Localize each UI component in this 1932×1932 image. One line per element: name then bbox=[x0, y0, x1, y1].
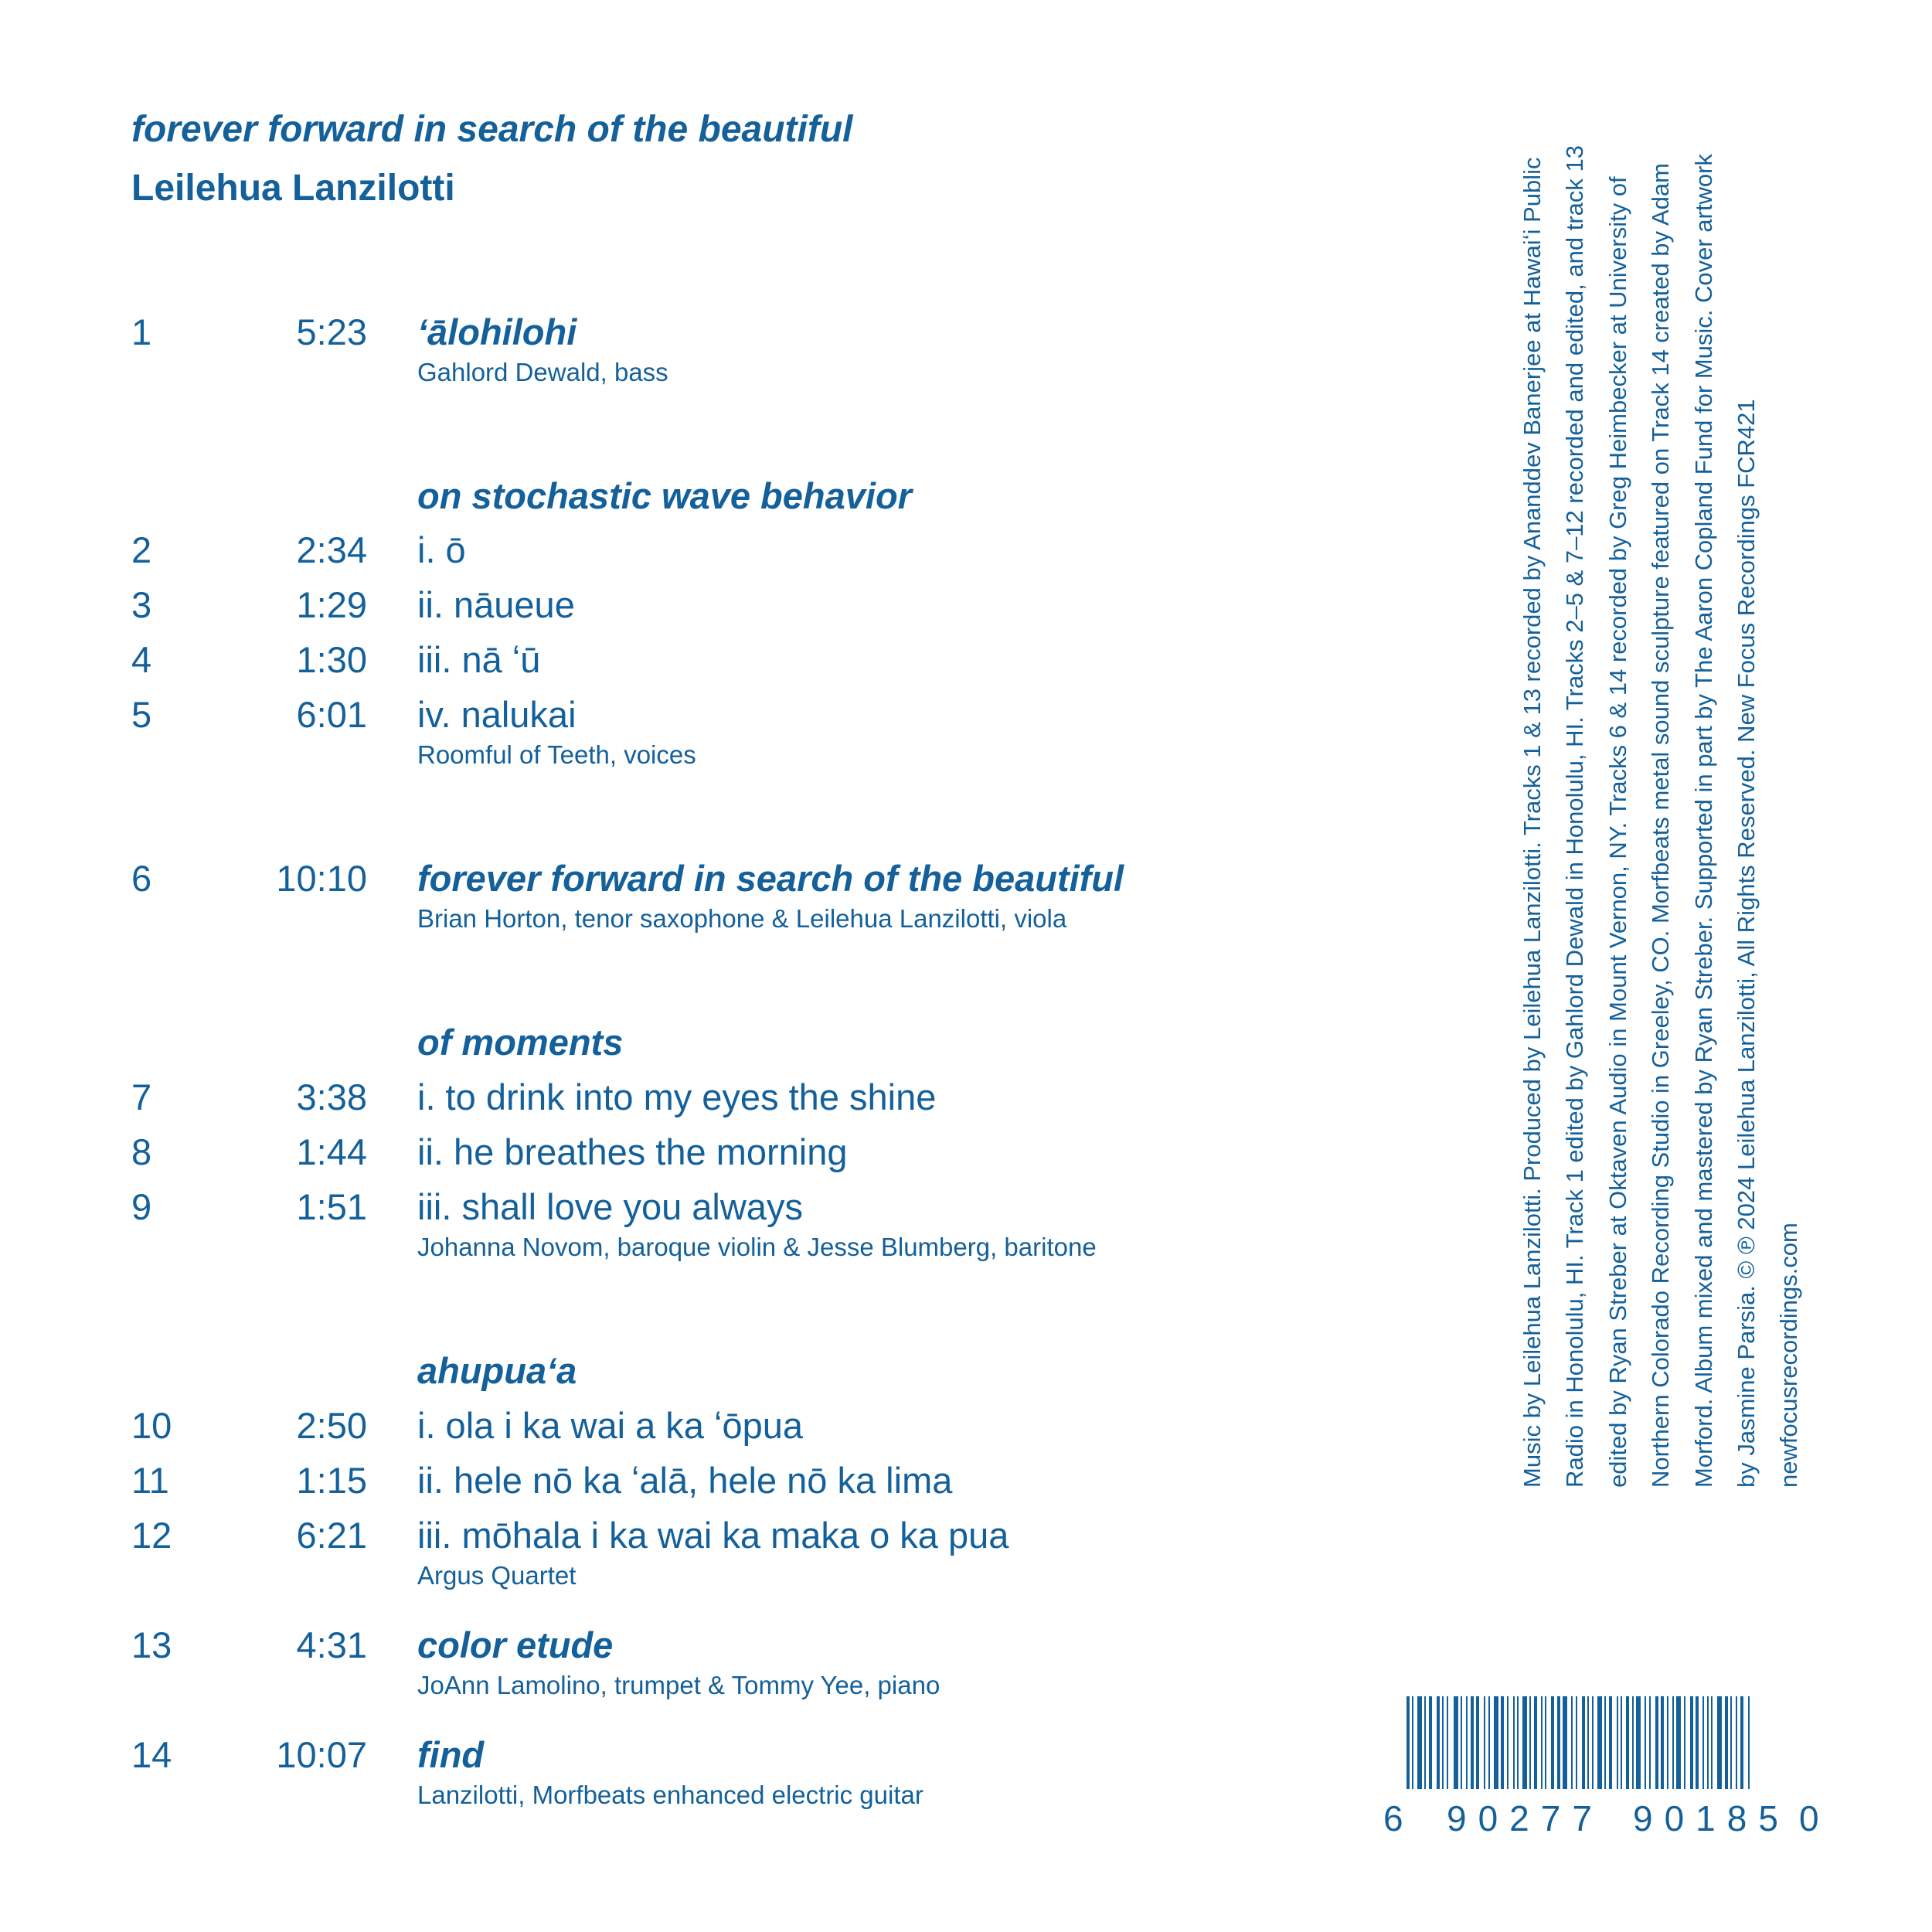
track-number: 9 bbox=[131, 1186, 152, 1227]
track-number: 10 bbox=[131, 1405, 172, 1446]
performer-credit: Johanna Novom, baroque violin & Jesse Blumberg, baritone bbox=[417, 1233, 1097, 1261]
track-row bbox=[0, 582, 1391, 628]
barcode-bar bbox=[1545, 1696, 1546, 1789]
track-number: 14 bbox=[131, 1734, 172, 1775]
barcode-bar bbox=[1725, 1696, 1728, 1789]
album-title: forever forward in search of the beautiful bbox=[131, 109, 853, 150]
track-row bbox=[0, 637, 1391, 683]
track-row bbox=[0, 1184, 1391, 1230]
barcode-bar bbox=[1471, 1696, 1474, 1789]
track-duration: 3:38 bbox=[296, 1077, 367, 1117]
track-row bbox=[0, 1622, 1391, 1668]
barcode-bar bbox=[1571, 1696, 1573, 1789]
credits-text: Music by Leilehua Lanzilotti. Produced by Leilehua Lanzilotti. Tracks 1 & 13 recorded by Ananddev Banerjee at Hawaiʻi Public Radio in Honolulu, HI. Track 1 edited by Gahlord Dewald in Honolulu, HI. Tracks 2–5 & 7–12 recorded and edited, and track 13 edited by Ryan Streber at Oktaven Audio in Mount Vernon, NY. Tracks 6 & 14 recorded by Greg Heimbecker at University of Northern Colorado Recording Studio in Greeley, CO. Morfbeats metal sound sculpture featured on Track 14 created by Adam Morford. Album mixed and mastered by Ryan Streber. Supported in part by The Aaron Copland Fund for Music. Cover artwork by Jasmine Parsia. © ℗ 2024 Leilehua Lanzilotti, All Rights Reserved. New Focus Recordings FCR421 newfocusrecordings.com bbox=[1519, 145, 1803, 1488]
barcode-bar bbox=[1740, 1696, 1743, 1789]
barcode-bar bbox=[1461, 1696, 1462, 1789]
work-title: ahupuaʻa bbox=[417, 1350, 577, 1391]
barcode-bar bbox=[1748, 1696, 1750, 1789]
track-title: iii. mōhala i ka wai ka maka o ka pua bbox=[417, 1515, 1009, 1556]
barcode-bar bbox=[1604, 1696, 1606, 1789]
track-title: color etude bbox=[417, 1624, 614, 1665]
track-title: iii. shall love you always bbox=[417, 1186, 803, 1227]
track-title: ʻālohilohi bbox=[417, 311, 577, 352]
barcode-bar bbox=[1501, 1696, 1504, 1789]
track-row bbox=[0, 1074, 1391, 1121]
track-number: 4 bbox=[131, 639, 152, 680]
track-row bbox=[0, 855, 1391, 902]
barcode-bar bbox=[1621, 1696, 1622, 1789]
barcode-bar bbox=[1488, 1696, 1490, 1789]
barcode-bar bbox=[1649, 1696, 1651, 1789]
barcode-bar bbox=[1412, 1696, 1413, 1789]
barcode-digits-left: 90277 bbox=[1447, 1798, 1604, 1838]
barcode bbox=[1406, 1696, 1801, 1789]
barcode-bar bbox=[1617, 1696, 1618, 1789]
track-duration: 1:15 bbox=[296, 1460, 367, 1501]
barcode-bar bbox=[1424, 1696, 1426, 1789]
barcode-bar bbox=[1667, 1696, 1668, 1789]
track-title: ii. nāueue bbox=[417, 584, 575, 625]
barcode-bar bbox=[1655, 1696, 1658, 1789]
track-duration: 1:30 bbox=[296, 639, 367, 680]
barcode-bar bbox=[1476, 1696, 1479, 1789]
barcode-bar bbox=[1717, 1696, 1722, 1789]
track-duration: 5:23 bbox=[296, 311, 367, 352]
track-duration: 6:01 bbox=[296, 694, 367, 735]
track-number: 11 bbox=[131, 1460, 169, 1501]
track-number: 5 bbox=[131, 694, 152, 735]
performer-credit: Brian Horton, tenor saxophone & Leilehua Lanzilotti, viola bbox=[417, 904, 1067, 933]
barcode-bar bbox=[1529, 1696, 1531, 1789]
track-row bbox=[0, 1129, 1391, 1175]
barcode-bar bbox=[1484, 1696, 1485, 1789]
barcode-bar bbox=[1702, 1696, 1704, 1789]
track-title: ii. hele nō ka ʻalā, hele nō ka lima bbox=[417, 1460, 953, 1501]
track-title: find bbox=[417, 1734, 485, 1775]
artist-name: Leilehua Lanzilotti bbox=[131, 168, 455, 209]
barcode-bar bbox=[1645, 1696, 1646, 1789]
barcode-bar bbox=[1672, 1696, 1674, 1789]
barcode-bar bbox=[1592, 1696, 1594, 1789]
track-title: i. ola i ka wai a ka ʻōpua bbox=[417, 1405, 804, 1446]
performer-credit: JoAnn Lamolino, trumpet & Tommy Yee, piano bbox=[417, 1671, 940, 1699]
barcode-bar bbox=[1517, 1696, 1519, 1789]
barcode-bar bbox=[1661, 1696, 1664, 1789]
barcode-bar bbox=[1609, 1696, 1612, 1789]
barcode-bar bbox=[1563, 1696, 1567, 1789]
track-duration: 2:34 bbox=[296, 529, 367, 570]
barcode-bar bbox=[1597, 1696, 1602, 1789]
barcode-bar bbox=[1576, 1696, 1577, 1789]
barcode-bar bbox=[1522, 1696, 1527, 1789]
barcode-bar bbox=[1429, 1696, 1432, 1789]
barcode-bar bbox=[1690, 1696, 1693, 1789]
track-duration: 1:51 bbox=[296, 1186, 367, 1227]
barcode-bar bbox=[1454, 1696, 1458, 1789]
barcode-bar bbox=[1437, 1696, 1440, 1789]
track-row bbox=[0, 1512, 1391, 1559]
track-title: i. to drink into my eyes the shine bbox=[417, 1077, 937, 1117]
track-row bbox=[0, 1403, 1391, 1449]
barcode-bar bbox=[1582, 1696, 1585, 1789]
barcode-digit-last: 0 bbox=[1799, 1798, 1819, 1838]
barcode-bar bbox=[1507, 1696, 1509, 1789]
barcode-bar bbox=[1406, 1696, 1410, 1789]
track-duration: 10:07 bbox=[276, 1734, 367, 1775]
barcode-bar bbox=[1442, 1696, 1444, 1789]
track-number: 6 bbox=[131, 858, 152, 899]
barcode-digits bbox=[1376, 1797, 1824, 1843]
barcode-bar bbox=[1541, 1696, 1543, 1789]
barcode-bar bbox=[1494, 1696, 1498, 1789]
work-title: on stochastic wave behavior bbox=[417, 475, 912, 516]
track-title: ii. he breathes the morning bbox=[417, 1131, 848, 1172]
barcode-bar bbox=[1707, 1696, 1709, 1789]
track-row bbox=[0, 1732, 1391, 1778]
barcode-bar bbox=[1632, 1696, 1634, 1789]
barcode-bar bbox=[1534, 1696, 1537, 1789]
track-number: 12 bbox=[131, 1515, 172, 1556]
barcode-bar bbox=[1711, 1696, 1713, 1789]
barcode-bar bbox=[1626, 1696, 1629, 1789]
barcode-bar bbox=[1684, 1696, 1685, 1789]
performer-credit: Lanzilotti, Morfbeats enhanced electric guitar bbox=[417, 1781, 923, 1809]
track-title: i. ō bbox=[417, 529, 466, 570]
barcode-bar bbox=[1730, 1696, 1732, 1789]
track-number: 13 bbox=[131, 1624, 172, 1665]
barcode-bar bbox=[1676, 1696, 1681, 1789]
track-number: 7 bbox=[131, 1077, 152, 1117]
performer-credit: Gahlord Dewald, bass bbox=[417, 358, 668, 386]
liner-credits bbox=[1511, 135, 1811, 1488]
track-title: forever forward in search of the beautiful bbox=[417, 858, 1124, 899]
barcode-bar bbox=[1696, 1696, 1699, 1789]
barcode-bar bbox=[1417, 1696, 1422, 1789]
track-number: 8 bbox=[131, 1131, 152, 1172]
track-row bbox=[0, 692, 1391, 738]
barcode-bar bbox=[1636, 1696, 1641, 1789]
track-duration: 1:29 bbox=[296, 584, 367, 625]
barcode-bar bbox=[1513, 1696, 1515, 1789]
track-row bbox=[0, 1458, 1391, 1504]
barcode-bar bbox=[1587, 1696, 1589, 1789]
work-title: of moments bbox=[417, 1022, 624, 1063]
barcode-digits-right: 90185 bbox=[1633, 1798, 1790, 1838]
track-number: 3 bbox=[131, 584, 152, 625]
track-row bbox=[0, 309, 1391, 355]
barcode-bar bbox=[1557, 1696, 1560, 1789]
track-duration: 10:10 bbox=[276, 858, 367, 899]
performer-credit: Roomful of Teeth, voices bbox=[417, 740, 696, 769]
track-duration: 2:50 bbox=[296, 1405, 367, 1446]
performer-credit: Argus Quartet bbox=[417, 1561, 577, 1590]
track-number: 2 bbox=[131, 529, 152, 570]
track-title: iv. nalukai bbox=[417, 694, 577, 735]
track-row bbox=[0, 527, 1391, 573]
barcode-digit-first: 6 bbox=[1383, 1798, 1403, 1838]
track-title: iii. nā ʻū bbox=[417, 639, 541, 680]
track-duration: 4:31 bbox=[296, 1624, 367, 1665]
track-duration: 1:44 bbox=[296, 1131, 367, 1172]
barcode-bar bbox=[1736, 1696, 1737, 1789]
track-number: 1 bbox=[131, 311, 152, 352]
barcode-bar bbox=[1466, 1696, 1468, 1789]
track-duration: 6:21 bbox=[296, 1515, 367, 1556]
barcode-bar bbox=[1551, 1696, 1554, 1789]
barcode-bar bbox=[1447, 1696, 1448, 1789]
